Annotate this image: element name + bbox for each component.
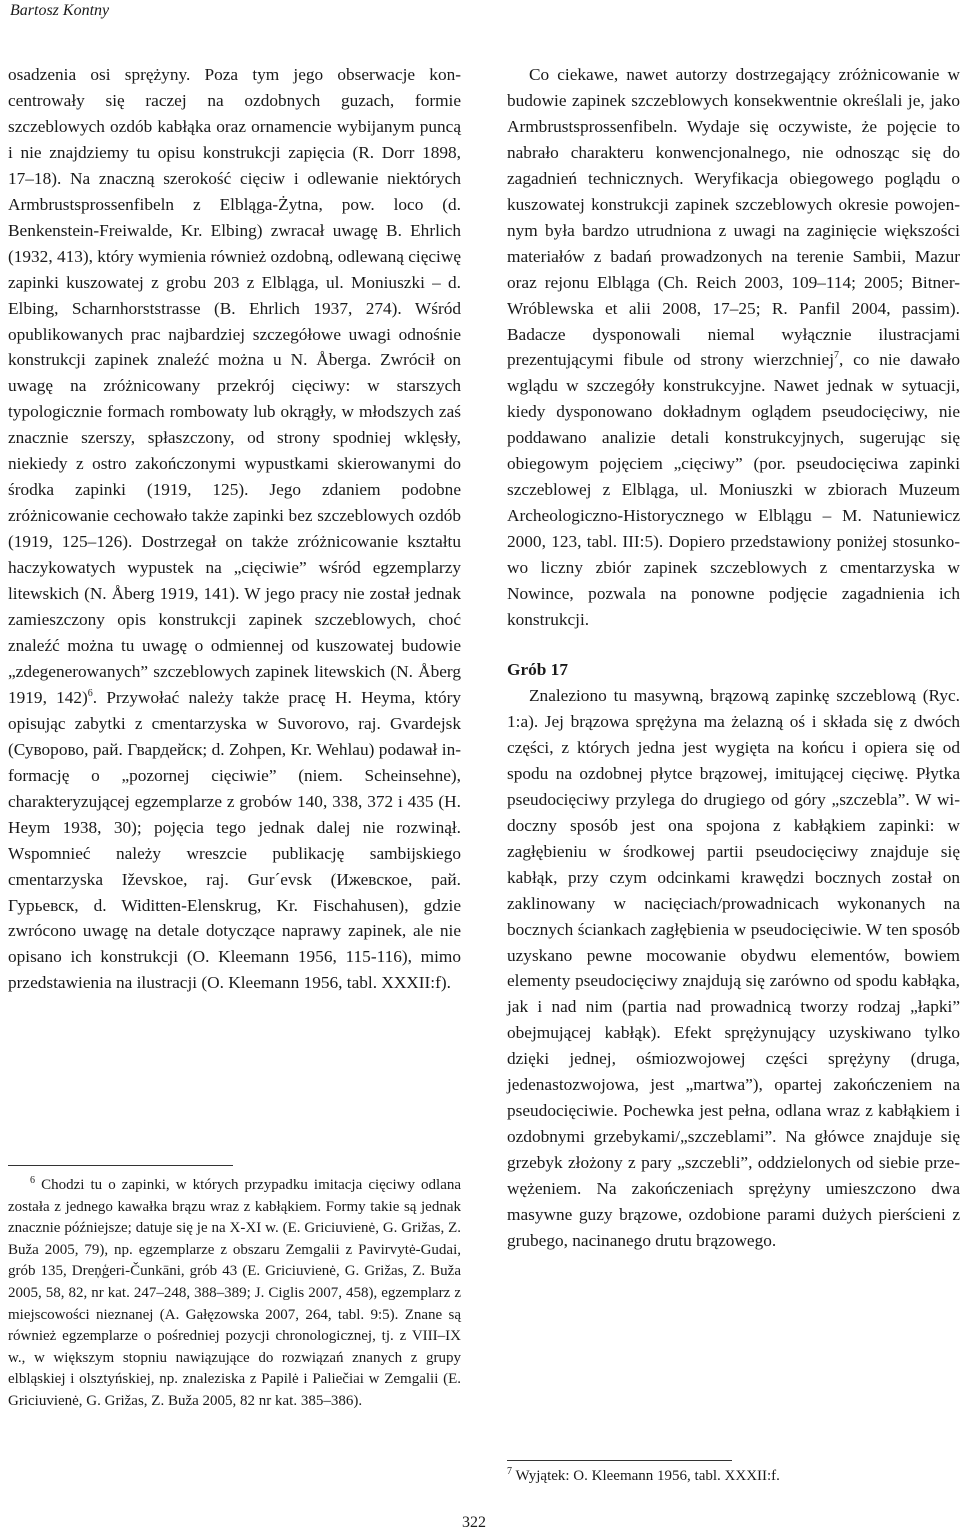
right-paragraph-1 xyxy=(507,62,960,633)
footnote-7-text: Wyjątek: O. Kleemann 1956, tabl. XXXII:f. xyxy=(515,1468,780,1484)
right-column xyxy=(507,62,960,1254)
left-paragraph-text-end: . Przywołać należy także pracę H. Heyma, który opisując zabytki z cmentarzyska w Suvorovo, raj. Gvardejsk (Суворово, рай. Гвардейск; d. Zohpen, Kr. Wehlau) podawał informację o „pozornej cięciwie” (niem. Scheinsehne), charakteryzującej egzemplarze z grobów 140, 338, 372 i 435 (H. Heym 1938, 30); pojęcia tego jednak dalej nie rozwinął. Wspomnieć należy wreszcie publikację sambijskiego cmentarzyska Iževskoe, raj. Gur´evsk (Ижевское, рай. Гурьевск, d. Widitten-Elenskrug, Kr. Fischahusen), gdzie zwrócono uwagę na detale dotyczące naprawy zapinek, ale nie opisano ich konstrukcji (O. Kleemann 1956, 115-116), mimo przedstawienia na ilustracji (O. Kleemann 1956, tabl. XXXII:f). xyxy=(8,687,461,993)
page-number: 322 xyxy=(462,1514,486,1531)
left-paragraph-text: osadzenia osi sprężyny. Poza tym jego obserwacje koncentrowały się raczej na ozdobnych guzach, formie szczeblowych ozdób kabłąka oraz ornamencie wybijanym puncą i nie znajdziemy tu opisu konstrukcji zapięcia (R. Dorr 1898, 17–18). Na znaczną szerokość cięciw i odlewanie niektórych Armbrustsprossenfibeln z Elbląga-Żytna, pow. loco (d. Benkenstein-Freiwalde, Kr. Elbing) zwracał uwagę B. Ehrlich (1932, 413), który wymienia również ozdobną, odlewaną cięciwę zapinki kuszowatej z grobu 203 z Elbląga, ul. Moniuszki – d. Elbing, Scharnhorststrasse (B. Ehrlich 1937, 274). Wśród opublikowanych prac najbardziej szczegółowe uwagi odnośnie konstrukcji zapinek znaleźć można u N. Åberga. Zwrócił on uwagę na zróżnicowany przekrój cięciwy: w starszych typologicznie formach rombowaty lub okrągły, w młodszych zaś znacznie szerszy, spłaszczony, od strony spodniej wklęsły, niekiedy z ostro zakończonymi wypustkami skierowanymi do środka zapinki (1919, 125). Jego zdaniem podobne zróżnicowanie cechowało także zapinki bez szczeblowych ozdób (1919, 125–126). Dostrzegał on także zróżnicowanie kształtu haczykowatych wypustek na „cięciwie” wśród egzemplarzy litewskich (N. Åberg 1919, 141). W jego pracy nie został jednak zamieszczony opis konstrukcji zapinek szczeblowych, choć znaleźć można tu uwagę o odmiennej od kuszowatej budowie „zdegenerowanych” szczeblowych zapinek litewskich (N. Åberg 1919, 142) xyxy=(8,65,461,707)
section-heading-grob-17: Grób 17 xyxy=(507,659,568,679)
footnote-ref-7[interactable]: 7 xyxy=(834,350,840,362)
right-paragraph-1-text-end: , co nie dawało wglądu w szczegóły konstrukcyjne. Nawet jednak w sytuacji, kiedy dysponowano dokładnym oglądem pseudocięciwy, nie poddawano analizie detali konstrukcyjnych, sugerując się obiegowym pojęciem „cięciwy” (por. pseudocięciwa zapinki szczeblowej z Elbląga, ul. Moniuszki w zbiorach Muzeum Archeologiczno-Historycznego w Elblągu – M. Natuniewicz 2000, 123, tabl. III:5). Dopiero przedstawiony poniżej stosunkowo liczny zbiór zapinek szczeblowych z cmentarzyska w Nowince, pozwala na ponowne podjęcie zagadnienia ich konstrukcji. xyxy=(507,350,960,630)
footnote-6 xyxy=(8,1175,461,1413)
footnote-6-number: 6 xyxy=(30,1175,35,1186)
right-paragraph-2: Znaleziono tu masywną, brązową zapinkę szczeblową (Ryc. 1:a). Jej brązowa sprężyna ma żelazną oś i składa się z dwóch części, z których jedna jest wygięta na końcu i opiera się od spodu na ozdobnej płytce brązowej, imitującej cięciwę. Płytka pseudocięciwy przylega do drugiego od góry „szczebla”. W widoczny sposób jest ona spojona z kabłąkiem zapinki: w zagłębieniu w środkowej partii pseudocięciwy znajduje się kabłąk, przy czym odcinkami krawędzi bocznych został on zaklinowany w nacięciach/prowadnicach wykonanych na bocznych ściankach zagłębienia w pseudocięciwie. W ten sposób uzyskano pewne mocowanie obydwu elementów, bowiem elementy pseudocięciwy znajdują się zarówno od spodu kabłąka, jak i nad nim (partia nad prowadnicą tworzy rodzaj „łapki” obejmującej kabłąk). Efekt sprężynujący uzyskiwano tylko dzięki jednej, ośmiozwojowej części sprężyny (druga, jedenastozwojowa, jest „martwa”), opartej zakończeniem na pseudocięciwie. Pochewka jest pełna, odlana wraz z kabłąkiem i ozdobnymi grzebykami/„szczeblami”. Na główce znajduje się grzebyk złożony z pary „szczebli”, oddzielonych od siebie przewężeniem. Na zakończeniach sprężyny umieszczono dwa masywne guzy brązowe, ozdobione parami dużych pierścieni z grubego, nacinanego drutu brązowego. xyxy=(507,685,960,1250)
left-column xyxy=(8,62,461,996)
section-spacer xyxy=(507,633,960,657)
footnote-separator-left xyxy=(8,1165,233,1166)
footnote-7 xyxy=(507,1466,960,1488)
footnote-ref-6[interactable]: 6 xyxy=(87,688,93,700)
right-paragraph-1-text: Co ciekawe, nawet autorzy dostrzegający zróżnicowanie w budowie zapinek szczeblowych konsekwentnie określali je, jako Armbrustsprossenfibeln. Wydaje się oczywiste, że pojęcie to nabrało charakteru konwencjonalnego, nie odnosząc się do zagadnień technicznych. Weryfikacja obiegowego poglądu o kuszowatej konstrukcji zapinek szczeblowych okresie powojennym była bardzo utrudniona z uwagi na zaginięcie większości materiałów z badań prowadzonych na terenie Sambii, Mazur oraz rejonu Elbląga (Ch. Reich 2003, 109–114; 2005; Bitner-Wróblewska et alii 2008, 17–25; R. Panfil 2004, passim). Badacze dysponowali niemal wyłącznie ilustracjami prezentującymi fibule od strony wierzchniej xyxy=(507,65,960,370)
running-header-author: Bartosz Kontny xyxy=(10,2,110,19)
left-paragraph xyxy=(8,62,461,996)
footnote-separator-right xyxy=(507,1460,732,1461)
footnote-6-text: Chodzi tu o zapinki, w których przypadku imitacja cięciwy odlana została z jednego kawałka brązu wraz z kabłąkiem. Formy takie są jednak znacznie późniejsze; datuje się je na X-XI w. (E. Griciuvienė, G. Grižas, Z. Buža 2005, 79), np. egzemplarze z obszaru Zemgalii z Pavirvytė-Gudai, grób 135, Dreņģeri-Čunkāni, grób 43 (E. Griciuvienė, G. Grižas, Z. Buža 2005, 58, 82, nr kat. 247–248, 388–389; J. Ciglis 2007, 458), egzemplarz z miejscowości nieznanej (A. Gałęzowska 2007, 264, tabl. 9:5). Znane są również egzemplarze o pośredniej pozycji chronologicznej, tj. z VIII–IX w., w większym stopniu nawiązujące do rozwiązań znanych z grupy elbląskiej i olsztyńskiej, np. znaleziska z Papilė i Paliečiai w Zemgalii (E. Griciuvienė, G. Grižas, Z. Buža 2005, 82 nr kat. 385–386). xyxy=(8,1177,462,1409)
footnote-7-number: 7 xyxy=(507,1466,512,1477)
